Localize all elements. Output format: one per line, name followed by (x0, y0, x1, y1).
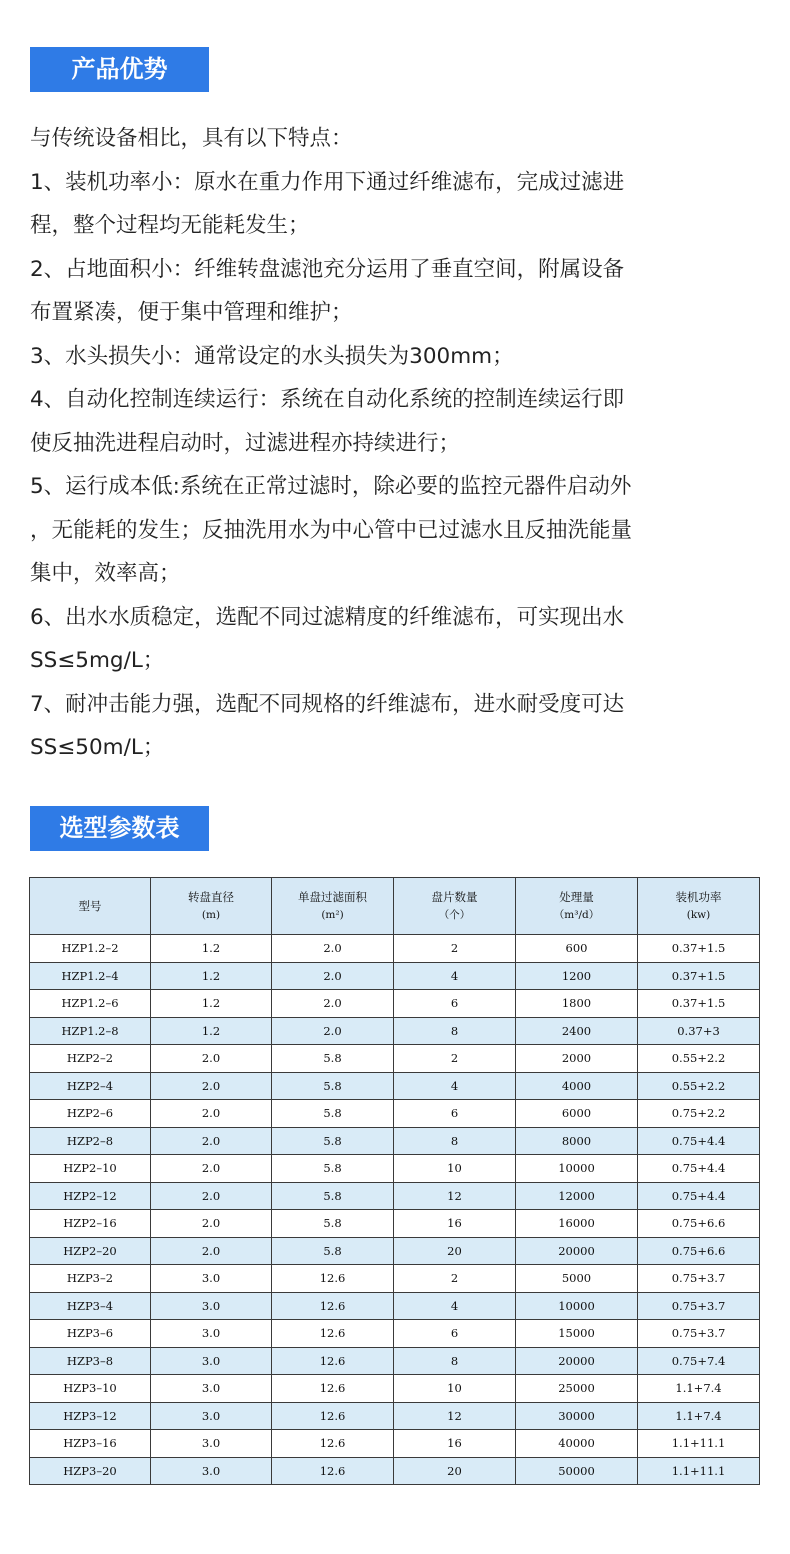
table-cell: 0.55+2.2 (638, 1072, 760, 1100)
text-line: 5、运行成本低:系统在正常过滤时，除必要的监控元器件启动外 (30, 474, 632, 499)
table-cell: HZP1.2–4 (30, 962, 151, 990)
table-row (30, 1347, 760, 1375)
table-cell: 16000 (516, 1210, 638, 1238)
table-cell: 1.2 (151, 962, 272, 990)
table-cell: 8000 (516, 1127, 638, 1155)
column-header (516, 878, 638, 935)
table-cell: 2.0 (151, 1155, 272, 1183)
text-line: SS≤50m/L； (30, 735, 165, 760)
table-cell: HZP3–12 (30, 1402, 151, 1430)
section-title-advantages: 产品优势 (30, 47, 209, 92)
table-cell: 0.75+2.2 (638, 1100, 760, 1128)
table-cell: 1.1+11.1 (638, 1457, 760, 1485)
table-cell: 0.75+6.6 (638, 1237, 760, 1265)
table-row (30, 1375, 760, 1403)
table-cell: HZP2–2 (30, 1045, 151, 1073)
table-cell: HZP2–16 (30, 1210, 151, 1238)
table-cell: 30000 (516, 1402, 638, 1430)
table-row (30, 1457, 760, 1485)
table-cell: 12 (394, 1182, 516, 1210)
table-cell: 5.8 (272, 1237, 394, 1265)
text-line: 集中，效率高； (30, 561, 181, 586)
column-header-label: 转盘直径 (188, 890, 234, 904)
table-cell: HZP2–20 (30, 1237, 151, 1265)
table-cell: 20000 (516, 1347, 638, 1375)
column-header-unit: (kw) (686, 909, 711, 921)
table-cell: 2.0 (151, 1182, 272, 1210)
table-cell: 5.8 (272, 1072, 394, 1100)
table-cell: 2400 (516, 1017, 638, 1045)
column-header-unit: (m²) (321, 909, 344, 921)
table-cell: 20 (394, 1457, 516, 1485)
table-row (30, 1127, 760, 1155)
table-cell: HZP1.2–2 (30, 935, 151, 963)
table-cell: HZP3–16 (30, 1430, 151, 1458)
table-cell: 20 (394, 1237, 516, 1265)
table-cell: 12.6 (272, 1430, 394, 1458)
table-cell: 10000 (516, 1292, 638, 1320)
table-cell: 25000 (516, 1375, 638, 1403)
column-header (394, 878, 516, 935)
table-cell: 6000 (516, 1100, 638, 1128)
table-cell: 2.0 (151, 1127, 272, 1155)
table-cell: 10000 (516, 1155, 638, 1183)
table-cell: 0.75+3.7 (638, 1265, 760, 1293)
table-cell: 10 (394, 1155, 516, 1183)
table-cell: 2.0 (151, 1045, 272, 1073)
table-cell: 2000 (516, 1045, 638, 1073)
text-line: 4、自动化控制连续运行：系统在自动化系统的控制连续运行即 (30, 387, 625, 412)
table-cell: 0.75+4.4 (638, 1182, 760, 1210)
table-cell: 5.8 (272, 1045, 394, 1073)
table-cell: 5.8 (272, 1155, 394, 1183)
table-cell: 6 (394, 1320, 516, 1348)
table-cell: HZP3–8 (30, 1347, 151, 1375)
table-cell: 2.0 (272, 990, 394, 1018)
table-cell: 10 (394, 1375, 516, 1403)
table-cell: 1.1+7.4 (638, 1402, 760, 1430)
table-cell: 2.0 (151, 1210, 272, 1238)
table-cell: 3.0 (151, 1292, 272, 1320)
table-cell: 6 (394, 1100, 516, 1128)
table-cell: 0.75+3.7 (638, 1320, 760, 1348)
table-cell: 5.8 (272, 1127, 394, 1155)
column-header-label: 盘片数量 (431, 890, 478, 904)
table-cell: 0.75+7.4 (638, 1347, 760, 1375)
table-cell: HZP1.2–8 (30, 1017, 151, 1045)
table-cell: 0.37+1.5 (638, 962, 760, 990)
column-header (151, 878, 272, 935)
text-line: 2、占地面积小：纤维转盘滤池充分运用了垂直空间，附属设备 (30, 256, 625, 282)
table-cell: HZP1.2–6 (30, 990, 151, 1018)
table-cell: HZP3–20 (30, 1457, 151, 1485)
table-cell: 3.0 (151, 1457, 272, 1485)
table-cell: 3.0 (151, 1402, 272, 1430)
table-cell: 1.1+11.1 (638, 1430, 760, 1458)
table-cell: 12.6 (272, 1265, 394, 1293)
table-cell: 0.37+1.5 (638, 990, 760, 1018)
table-cell: HZP2–10 (30, 1155, 151, 1183)
table-cell: HZP3–4 (30, 1292, 151, 1320)
table-cell: 12 (394, 1402, 516, 1430)
table-cell: 0.75+4.4 (638, 1155, 760, 1183)
table-cell: 1.2 (151, 990, 272, 1018)
table-cell: 0.75+3.7 (638, 1292, 760, 1320)
advantages-text (30, 117, 770, 770)
table-cell: 50000 (516, 1457, 638, 1485)
table-row (30, 1320, 760, 1348)
table-cell: HZP2–4 (30, 1072, 151, 1100)
table-row (30, 1292, 760, 1320)
table-cell: 12.6 (272, 1375, 394, 1403)
table-cell: 4 (394, 962, 516, 990)
table-row (30, 1155, 760, 1183)
text-line: 3、水头损失小：通常设定的水头损失为300mm； (30, 343, 514, 369)
table-cell: 5.8 (272, 1182, 394, 1210)
table-cell: 3.0 (151, 1430, 272, 1458)
table-cell: 1.1+7.4 (638, 1375, 760, 1403)
table-cell: 1200 (516, 962, 638, 990)
table-cell: HZP3–6 (30, 1320, 151, 1348)
table-cell: 0.37+3 (638, 1017, 760, 1045)
table-cell: 600 (516, 935, 638, 963)
table-cell: 3.0 (151, 1347, 272, 1375)
table-cell: 12000 (516, 1182, 638, 1210)
table-body (30, 935, 760, 1485)
text-line: 与传统设备相比，具有以下特点： (30, 126, 353, 151)
column-header-label: 处理量 (559, 890, 594, 904)
table-cell: 2.0 (151, 1100, 272, 1128)
column-header-label: 装机功率 (675, 890, 722, 904)
table-cell: 3.0 (151, 1375, 272, 1403)
table-cell: 2.0 (151, 1072, 272, 1100)
table-row (30, 1265, 760, 1293)
column-header (272, 878, 394, 935)
column-header (30, 878, 151, 935)
table-cell: 12.6 (272, 1292, 394, 1320)
table-row (30, 990, 760, 1018)
table-cell: HZP2–12 (30, 1182, 151, 1210)
table-row (30, 1237, 760, 1265)
table-cell: 12.6 (272, 1347, 394, 1375)
text-line: 7、耐冲击能力强，选配不同规格的纤维滤布，进水耐受度可达 (30, 691, 625, 717)
table-row (30, 935, 760, 963)
table-cell: 16 (394, 1430, 516, 1458)
table-cell: 5.8 (272, 1210, 394, 1238)
column-header (638, 878, 760, 935)
table-row (30, 1402, 760, 1430)
table-cell: 4 (394, 1072, 516, 1100)
column-header-unit: （m³/d） (553, 909, 600, 921)
table-cell: 0.75+4.4 (638, 1127, 760, 1155)
table-cell: 12.6 (272, 1402, 394, 1430)
table-cell: 2.0 (272, 962, 394, 990)
table-row (30, 1045, 760, 1073)
table-row (30, 1182, 760, 1210)
table-cell: 12.6 (272, 1457, 394, 1485)
table-cell: 3.0 (151, 1265, 272, 1293)
table-cell: 3.0 (151, 1320, 272, 1348)
table-cell: 20000 (516, 1237, 638, 1265)
table-row (30, 1210, 760, 1238)
table-cell: 4 (394, 1292, 516, 1320)
table-cell: 1.2 (151, 935, 272, 963)
table-cell: 8 (394, 1127, 516, 1155)
table-cell: 15000 (516, 1320, 638, 1348)
text-line: 布置紧凑，便于集中管理和维护； (30, 300, 353, 325)
text-line: 使反抽洗进程启动时，过滤进程亦持续进行； (30, 430, 461, 456)
table-row (30, 1072, 760, 1100)
table-cell: 2 (394, 1265, 516, 1293)
table-row (30, 962, 760, 990)
table-cell: 2.0 (272, 935, 394, 963)
column-header-unit: （个） (438, 909, 471, 921)
table-cell: 2.0 (272, 1017, 394, 1045)
table-cell: 12.6 (272, 1320, 394, 1348)
table-cell: 2 (394, 935, 516, 963)
table-cell: HZP3–10 (30, 1375, 151, 1403)
column-header-label: 单盘过滤面积 (298, 890, 367, 904)
table-cell: 16 (394, 1210, 516, 1238)
section-title-spec-table: 选型参数表 (30, 806, 209, 851)
table-cell: 1800 (516, 990, 638, 1018)
text-line: SS≤5mg/L； (30, 648, 165, 673)
table-cell: HZP2–8 (30, 1127, 151, 1155)
table-cell: HZP3–2 (30, 1265, 151, 1293)
table-cell: 1.2 (151, 1017, 272, 1045)
table-cell: 5.8 (272, 1100, 394, 1128)
table-row (30, 1100, 760, 1128)
table-cell: 4000 (516, 1072, 638, 1100)
table-cell: 2.0 (151, 1237, 272, 1265)
column-header-label: 型号 (78, 899, 102, 913)
table-header-row (30, 878, 760, 935)
table-cell: 8 (394, 1017, 516, 1045)
table-cell: 8 (394, 1347, 516, 1375)
text-line: 1、装机功率小：原水在重力作用下通过纤维滤布，完成过滤进 (30, 169, 625, 195)
table-row (30, 1430, 760, 1458)
table-cell: 40000 (516, 1430, 638, 1458)
table-row (30, 1017, 760, 1045)
text-line: ，无能耗的发生；反抽洗用水为中心管中已过滤水且反抽洗能量 (30, 517, 633, 543)
text-line: 6、出水水质稳定，选配不同过滤精度的纤维滤布，可实现出水 (30, 604, 625, 630)
text-line: 程，整个过程均无能耗发生； (30, 213, 310, 238)
table-cell: 0.37+1.5 (638, 935, 760, 963)
table-cell: 0.55+2.2 (638, 1045, 760, 1073)
column-header-unit: (m) (201, 909, 221, 921)
table-cell: 6 (394, 990, 516, 1018)
table-cell: HZP2–6 (30, 1100, 151, 1128)
table-cell: 5000 (516, 1265, 638, 1293)
table-cell: 2 (394, 1045, 516, 1073)
table-cell: 0.75+6.6 (638, 1210, 760, 1238)
spec-table (29, 877, 760, 1485)
